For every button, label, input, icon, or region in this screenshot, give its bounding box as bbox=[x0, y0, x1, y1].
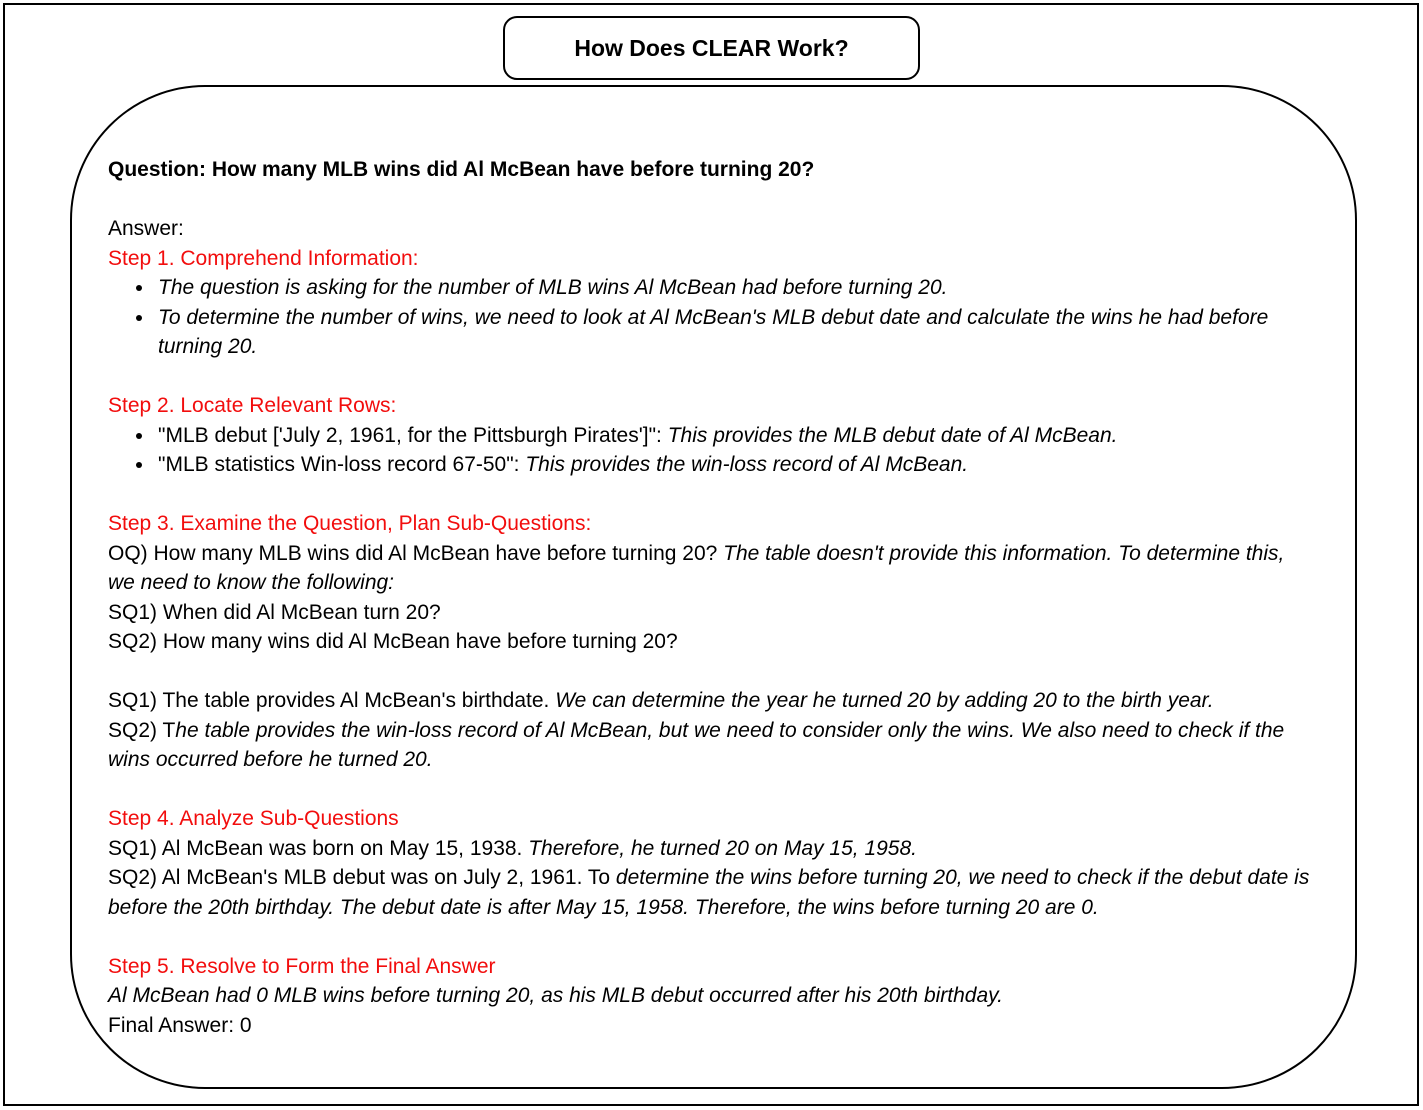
text-segment: Step 1. Comprehend Information: bbox=[108, 246, 419, 270]
paragraph-spacer bbox=[108, 922, 1313, 952]
question-line bbox=[108, 155, 1313, 185]
step-5-heading bbox=[108, 952, 1313, 982]
text-segment: The table doesn't provide this information. To determine this, we need to know the following: bbox=[108, 541, 1285, 594]
text-segment: OQ) How many MLB wins did Al McBean have before turning 20? bbox=[108, 541, 724, 565]
text-segment: This provides the win-loss record of Al McBean. bbox=[525, 453, 969, 476]
step-3-heading bbox=[108, 509, 1313, 539]
bullet-item bbox=[155, 450, 1313, 480]
text-segment: SQ1) Al McBean was born on May 15, 1938. bbox=[108, 836, 529, 860]
text-segment: Answer: bbox=[108, 217, 184, 240]
text-segment: Therefore, he turned 20 on May 15, 1958. bbox=[528, 836, 917, 860]
text-segment: We can determine the year he turned 20 by adding 20 to the birth year. bbox=[555, 689, 1214, 712]
title-box bbox=[503, 16, 920, 80]
text-segment: SQ2) How many wins did Al McBean have before turning 20? bbox=[108, 630, 678, 653]
text-segment: Question: How many MLB wins did Al McBean have before turning 20? bbox=[108, 158, 815, 181]
sub-question-2-plan-line bbox=[108, 716, 1313, 775]
paragraph-spacer bbox=[108, 362, 1313, 392]
text-segment: This provides the MLB debut date of Al McBean. bbox=[667, 423, 1118, 447]
text-segment: determine the wins before turning 20, we need to check if the debut date is before the 20th birthday. The debut date is after May 15, 1958. Therefore, the wins before turning 20 are 0. bbox=[108, 866, 1310, 919]
text-segment: Step 2. Locate Relevant Rows: bbox=[108, 394, 397, 417]
bullet-item bbox=[155, 421, 1313, 451]
text-segment: SQ1) When did Al McBean turn 20? bbox=[108, 600, 441, 624]
sub-question-2-analysis-line bbox=[108, 863, 1313, 922]
step-1-bullets bbox=[108, 273, 1313, 362]
text-segment: SQ1) The table provides Al McBean's birthdate. bbox=[108, 689, 556, 712]
text-segment: SQ2) T bbox=[108, 718, 176, 742]
text-segment: To determine the number of wins, we need to look at Al McBean's MLB debut date and calculate the wins he had before turning 20. bbox=[158, 305, 1269, 358]
paragraph-spacer bbox=[108, 480, 1313, 510]
text-segment: Step 3. Examine the Question, Plan Sub-Questions: bbox=[108, 512, 592, 535]
answer-label bbox=[108, 214, 1313, 244]
text-segment: Final Answer: 0 bbox=[108, 1013, 252, 1037]
bullet-item bbox=[155, 273, 1313, 303]
final-answer-line bbox=[108, 1011, 1313, 1041]
paragraph-spacer bbox=[108, 775, 1313, 805]
step-1-heading bbox=[108, 244, 1313, 274]
bullet-item bbox=[155, 303, 1313, 362]
sub-question-2-line bbox=[108, 627, 1313, 657]
step-2-bullets bbox=[108, 421, 1313, 480]
text-segment: Step 5. Resolve to Form the Final Answer bbox=[108, 954, 496, 978]
step-4-heading bbox=[108, 804, 1313, 834]
sub-question-1-line bbox=[108, 598, 1313, 628]
answer-content bbox=[108, 155, 1313, 1040]
paragraph-spacer bbox=[108, 185, 1313, 215]
text-segment: "MLB debut ['July 2, 1961, for the Pittsburgh Pirates']": bbox=[158, 423, 668, 447]
sub-question-1-analysis-line bbox=[108, 834, 1313, 864]
sub-question-1-plan-line bbox=[108, 686, 1313, 716]
text-segment: Step 4. Analyze Sub-Questions bbox=[108, 807, 399, 830]
step-2-heading bbox=[108, 391, 1313, 421]
figure-title: How Does CLEAR Work? bbox=[574, 34, 849, 61]
text-segment: "MLB statistics Win-loss record 67-50": bbox=[158, 453, 526, 476]
paragraph-spacer bbox=[108, 657, 1313, 687]
text-segment: he table provides the win-loss record of Al McBean, but we need to consider only the wins. We also need to check if the wins occurred before he turned 20. bbox=[108, 718, 1285, 771]
text-segment: SQ2) Al McBean's MLB debut was on July 2, 1961. To bbox=[108, 866, 616, 889]
resolution-line bbox=[108, 981, 1313, 1011]
text-segment: Al McBean had 0 MLB wins before turning 20, as his MLB debut occurred after his 20th birthday. bbox=[108, 984, 1003, 1007]
original-question-line bbox=[108, 539, 1313, 598]
text-segment: The question is asking for the number of MLB wins Al McBean had before turning 20. bbox=[158, 276, 948, 299]
